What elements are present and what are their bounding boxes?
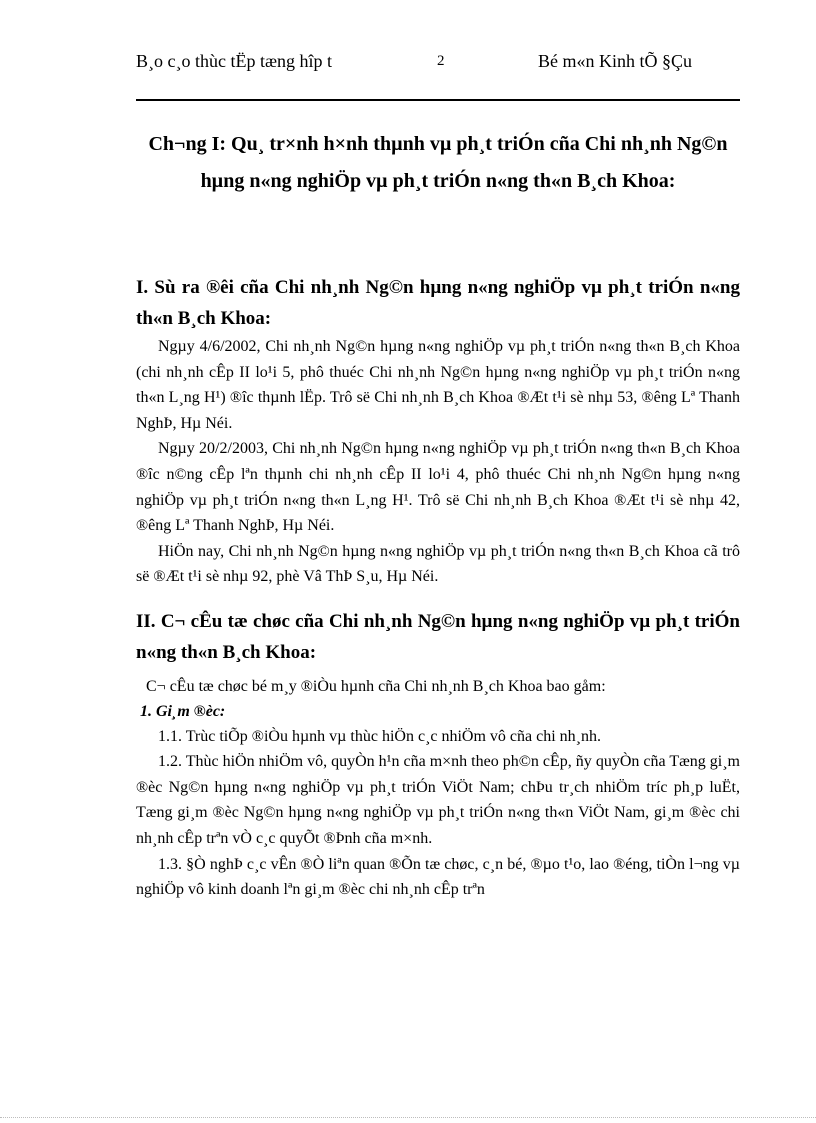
section-lead: C¬ cÊu tæ chøc bé m¸y ®iÒu hµnh cña Chi nh¸nh B¸ch Khoa bao gåm: [146, 677, 606, 695]
list-item: 1.2. Thùc hiÖn nhiÖm vô, quyÒn h¹n cña m×nh theo ph©n cÊp, ñy quyÒn cña Tæng gi¸m ®èc Ng©n hµng n«ng nghiÖp vµ ph¸t triÓn ViÖt Nam; chÞu tr¸ch nhiÖm tríc ph¸p luËt, Tæng gi¸m ®èc Ng©n hµng n«ng nghiÖp vµ ph¸t triÓn n«ng th«n ViÖt Nam, gi¸m ®èc chi nh¸nh cÊp trªn vÒ c¸c quyÕt ®Þnh cña m×nh. [136, 753, 740, 847]
list-item: 1.1. Trùc tiÕp ®iÒu hµnh vµ thùc hiÖn c¸c nhiÖm vô cña chi nh¸nh. [158, 727, 601, 745]
section-heading-1: I. Sù ra ®êi cña Chi nh¸nh Ng©n hµng n«ng nghiÖp vµ ph¸t triÓn n«ng th«n B¸ch Khoa: [136, 277, 740, 329]
header-department: Bé m«n Kinh tÕ §Çu [538, 51, 693, 71]
page-bottom-border [0, 1117, 816, 1118]
paragraph: HiÖn nay, Chi nh¸nh Ng©n hµng n«ng nghiÖp vµ ph¸t triÓn n«ng th«n B¸ch Khoa cã trô së ®Æt t¹i sè nhµ 92, phè Vâ ThÞ S¸u, Hµ Néi. [136, 542, 740, 586]
chapter-title: Ch¬ng I: Qu¸ tr×nh h×nh thµnh vµ ph¸t triÓn cña Chi nh¸nh Ng©n hµng n«ng nghiÖp vµ ph¸t triÓn n«ng th«n B¸ch Khoa: [148, 133, 728, 192]
document-body [136, 272, 740, 903]
header-report-title: B¸o c¸o thùc tËp tæng hîp t [136, 51, 332, 71]
subheading-director: 1. Gi¸m ®èc: [140, 702, 226, 720]
header-rule [136, 99, 740, 101]
page-header [136, 50, 740, 98]
paragraph: Ngµy 4/6/2002, Chi nh¸nh Ng©n hµng n«ng nghiÖp vµ ph¸t triÓn n«ng th«n B¸ch Khoa (chi nh¸nh cÊp II lo¹i 5, phô thuéc Chi nh¸nh Ng©n hµng n«ng nghiÖp vµ ph¸t triÓn n«ng th«n L¸ng H¹) ®îc thµnh lËp. Trô së Chi nh¸nh B¸ch Khoa ®Æt t¹i sè nhµ 53, ®êng Lª Thanh NghÞ, Hµ Néi. [136, 338, 740, 432]
section-heading-2: II. C¬ cÊu tæ chøc cña Chi nh¸nh Ng©n hµng n«ng nghiÖp vµ ph¸t triÓn n«ng th«n B¸ch Khoa: [136, 610, 740, 663]
page-number: 2 [437, 53, 445, 69]
list-item: 1.3. §Ò nghÞ c¸c vÊn ®Ò liªn quan ®Õn tæ chøc, c¸n bé, ®µo t¹o, lao ®éng, tiÒn l¬ng vµ nghiÖp vô kinh doanh lªn gi¸m ®èc chi nh¸nh cÊp trªn [136, 855, 740, 899]
paragraph: Ngµy 20/2/2003, Chi nh¸nh Ng©n hµng n«ng nghiÖp vµ ph¸t triÓn n«ng th«n B¸ch Khoa ®îc n©ng cÊp lªn thµnh chi nh¸nh cÊp II lo¹i 4, phô thuéc Chi nh¸nh Ng©n hµng n«ng nghiÖp vµ ph¸t triÓn n«ng th«n L¸ng H¹. Trô së Chi nh¸nh B¸ch Khoa ®Æt t¹i sè nhµ 42, ®êng Lª Thanh NghÞ, Hµ Néi. [136, 440, 740, 535]
